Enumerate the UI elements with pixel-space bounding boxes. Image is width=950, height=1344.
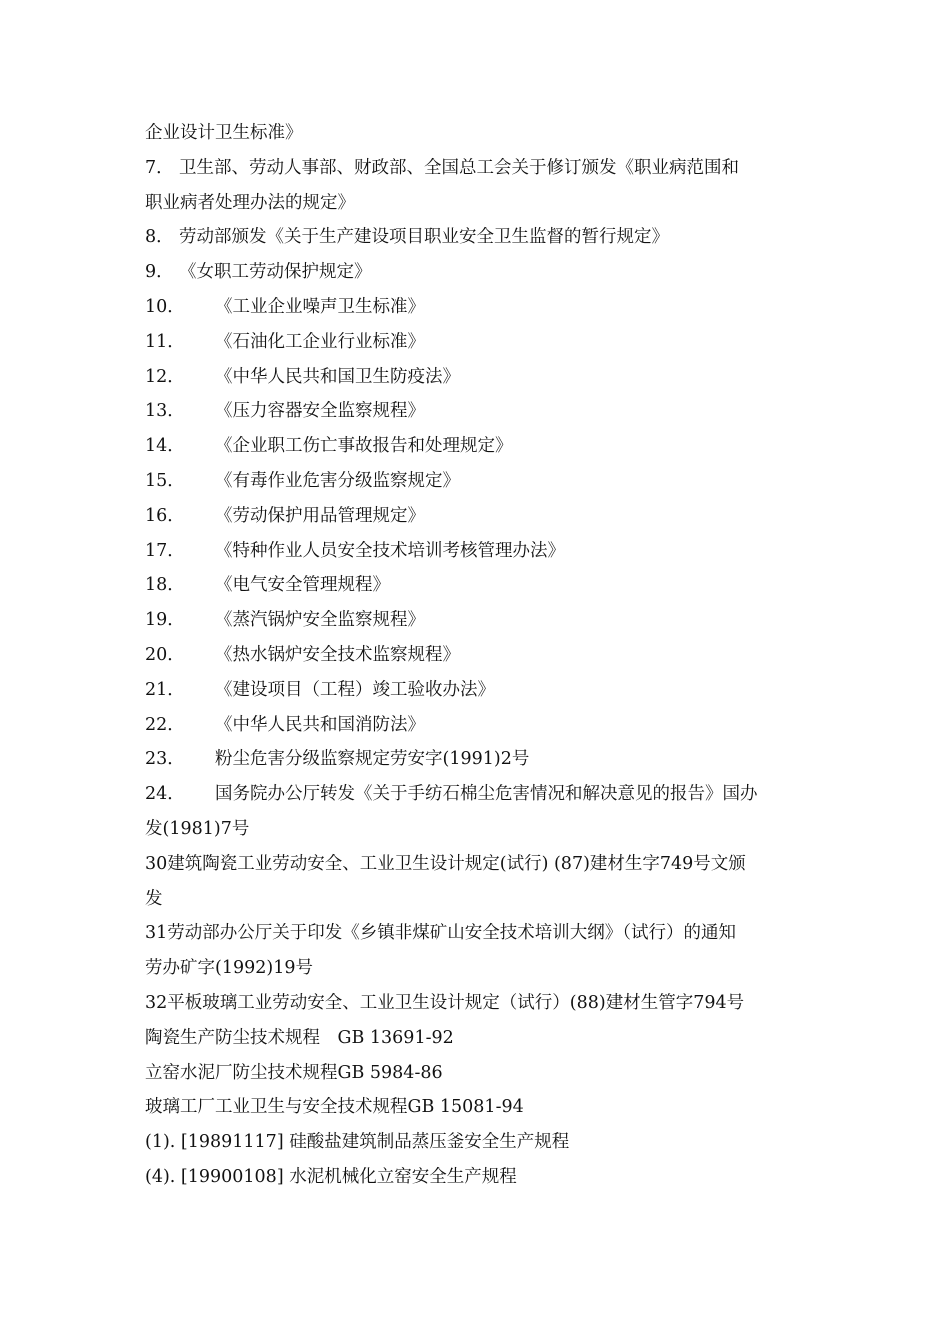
line-text: 《特种作业人员安全技术培训考核管理办法》 <box>215 540 565 561</box>
text-line <box>145 1090 810 1125</box>
list-item <box>145 777 810 812</box>
list-item <box>145 534 810 569</box>
text-line <box>145 1021 810 1056</box>
line-text: 发 <box>145 888 163 909</box>
list-item <box>145 360 810 395</box>
text-line <box>145 882 810 917</box>
line-text: 职业病者处理办法的规定》 <box>145 192 355 213</box>
list-number: 13． <box>145 401 185 422</box>
list-item <box>145 220 810 255</box>
list-number: 17． <box>145 540 185 561</box>
list-number: 20． <box>145 644 185 665</box>
line-text: 32平板玻璃工业劳动安全、工业卫生设计规定（试行）(88)建材生管字794号 <box>145 992 745 1013</box>
text-line <box>145 916 810 951</box>
line-text: 《蒸汽锅炉安全监察规程》 <box>215 610 425 631</box>
line-text: 国务院办公厅转发《关于手纺石棉尘危害情况和解决意见的报告》国办 <box>215 784 758 805</box>
list-number: 9． <box>145 262 174 283</box>
list-item <box>145 568 810 603</box>
line-text: 劳动部颁发《关于生产建设项目职业安全卫生监督的暂行规定》 <box>179 227 669 248</box>
line-text: 企业设计卫生标准》 <box>145 123 303 143</box>
line-text: 《压力容器安全监察规程》 <box>215 401 425 422</box>
list-number: 24． <box>145 784 185 805</box>
list-item <box>145 255 810 290</box>
list-item <box>145 638 810 673</box>
list-number: 11． <box>145 331 185 352</box>
line-text: 《工业企业噪声卫生标准》 <box>215 296 425 317</box>
line-text: (4). [19900108] 水泥机械化立窑安全生产规程 <box>145 1166 517 1187</box>
list-number: 21． <box>145 679 185 700</box>
list-item <box>145 499 810 534</box>
text-line <box>145 951 810 986</box>
line-text: 《热水锅炉安全技术监察规程》 <box>215 644 460 665</box>
line-text: 《石油化工企业行业标准》 <box>215 331 425 352</box>
list-item <box>145 708 810 743</box>
line-text: 劳办矿字(1992)19号 <box>145 958 313 979</box>
list-item <box>145 394 810 429</box>
list-number: 16． <box>145 505 185 526</box>
line-text: 粉尘危害分级监察规定劳安字(1991)2号 <box>215 749 530 770</box>
list-item <box>145 325 810 360</box>
text-line <box>145 847 810 882</box>
line-text: 《建设项目（工程）竣工验收办法》 <box>215 679 495 700</box>
line-text: 玻璃工厂工业卫生与安全技术规程GB 15081-94 <box>145 1097 524 1118</box>
list-item <box>145 603 810 638</box>
text-line <box>145 812 810 847</box>
list-number: 22． <box>145 714 185 735</box>
text-line <box>145 1056 810 1091</box>
text-line <box>145 186 810 221</box>
text-line <box>145 986 810 1021</box>
line-text: 《中华人民共和国消防法》 <box>215 714 425 735</box>
list-item <box>145 464 810 499</box>
list-number: 8． <box>145 227 174 248</box>
line-text: 《企业职工伤亡事故报告和处理规定》 <box>215 436 513 457</box>
text-line <box>145 1125 810 1160</box>
list-item <box>145 151 810 186</box>
line-text: 30建筑陶瓷工业劳动安全、工业卫生设计规定(试行) (87)建材生字749号文颁 <box>145 853 746 874</box>
list-item <box>145 742 810 777</box>
line-text: 卫生部、劳动人事部、财政部、全国总工会关于修订颁发《职业病范围和 <box>179 157 739 178</box>
list-number: 19． <box>145 610 185 631</box>
list-number: 10． <box>145 296 185 317</box>
list-item <box>145 290 810 325</box>
line-text: (1). [19891117] 硅酸盐建筑制品蒸压釜安全生产规程 <box>145 1132 570 1153</box>
document-body <box>145 116 810 1195</box>
line-text: 陶瓷生产防尘技术规程 GB 13691-92 <box>145 1027 454 1048</box>
list-number: 7． <box>145 157 174 178</box>
line-text: 发(1981)7号 <box>145 818 250 839</box>
list-item <box>145 673 810 708</box>
list-number: 15． <box>145 470 185 491</box>
line-text: 立窑水泥厂防尘技术规程GB 5984-86 <box>145 1062 443 1083</box>
line-text: 31劳动部办公厅关于印发《乡镇非煤矿山安全技术培训大纲》（试行）的通知 <box>145 923 737 944</box>
line-text: 《有毒作业危害分级监察规定》 <box>215 470 460 491</box>
list-number: 12． <box>145 366 185 387</box>
line-text: 《劳动保护用品管理规定》 <box>215 505 425 526</box>
line-text: 《中华人民共和国卫生防疫法》 <box>215 366 460 387</box>
line-text: 《电气安全管理规程》 <box>215 575 390 596</box>
list-number: 14． <box>145 436 185 457</box>
text-line <box>145 1160 810 1195</box>
line-text: 《女职工劳动保护规定》 <box>179 262 372 283</box>
list-item <box>145 429 810 464</box>
text-line <box>145 116 810 151</box>
list-number: 18． <box>145 575 185 596</box>
list-number: 23． <box>145 749 185 770</box>
